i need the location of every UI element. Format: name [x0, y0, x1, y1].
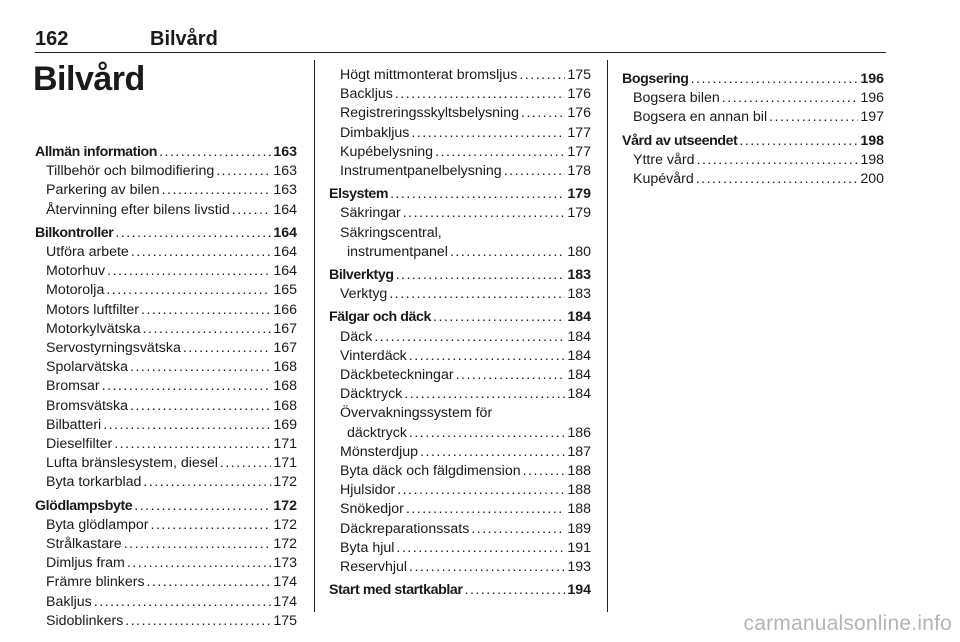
page-ref: 184 [567, 386, 591, 403]
toc-entry-title: Registreringsskyltsbelysning [340, 105, 519, 122]
toc-section-title: Fälgar och däck [329, 309, 432, 326]
toc-entry-title: Motorkylvätska [46, 320, 141, 337]
toc-entry-title: Byta glödlampor [46, 516, 149, 533]
page-ref: 168 [273, 397, 297, 414]
toc-section[interactable] [622, 132, 884, 151]
toc-entry[interactable] [329, 481, 591, 500]
toc-entry-title: Utföra arbete [46, 244, 129, 261]
toc-entry[interactable] [35, 243, 297, 262]
dot-leader [127, 554, 272, 573]
page-ref: 173 [273, 555, 297, 572]
toc-entry-title: Motors luftfilter [46, 301, 140, 318]
toc-entry[interactable] [329, 243, 591, 262]
page-ref: 188 [567, 463, 591, 480]
page-title: Bilvård [33, 60, 145, 98]
toc-entry-title: Säkringar [340, 205, 401, 222]
dot-leader [220, 454, 271, 473]
page-ref: 179 [567, 205, 591, 222]
toc-entry[interactable] [35, 416, 297, 435]
toc-entry[interactable] [35, 339, 297, 358]
dot-leader [420, 443, 565, 462]
page-ref: 172 [273, 497, 297, 514]
page-ref: 175 [567, 67, 591, 83]
toc-entry-title: Backljus [340, 86, 393, 103]
page-ref: 164 [273, 244, 297, 261]
page-ref: 180 [567, 243, 591, 260]
page-ref: 184 [567, 328, 591, 345]
dot-leader [456, 366, 566, 385]
page-ref: 183 [567, 267, 591, 284]
dot-leader [696, 170, 859, 189]
toc-section-title: Bilkontroller [35, 224, 114, 241]
dot-leader [396, 539, 565, 558]
toc-entry[interactable] [329, 66, 591, 85]
toc-entry[interactable] [329, 424, 591, 443]
toc-entry[interactable] [329, 224, 591, 243]
toc-entry-title: Övervakningssystem för [340, 405, 493, 422]
toc-entry[interactable] [35, 262, 297, 281]
header-title: Bilvård [150, 28, 218, 50]
page-ref: 183 [567, 286, 591, 303]
page-ref: 163 [273, 163, 297, 180]
toc-section[interactable] [622, 70, 884, 89]
toc-section[interactable] [35, 143, 297, 162]
dot-leader [409, 424, 565, 443]
toc-section-title: Allmän information [35, 144, 158, 160]
toc-entry-title: Verktyg [340, 286, 388, 303]
dot-leader [143, 473, 271, 492]
toc-section[interactable] [329, 185, 591, 204]
page-ref: 188 [567, 482, 591, 499]
dot-leader [125, 612, 271, 631]
page-ref: 166 [273, 301, 297, 318]
toc-entry-title: Bilbatteri [46, 416, 102, 433]
toc-entry[interactable] [329, 124, 591, 143]
toc-entry[interactable] [35, 473, 297, 492]
toc-entry[interactable] [35, 320, 297, 339]
dot-leader [471, 520, 565, 539]
page-ref: 184 [567, 367, 591, 384]
toc-entry[interactable] [35, 181, 297, 200]
toc-entry[interactable] [35, 535, 297, 554]
dot-leader [722, 89, 859, 108]
page-ref: 184 [567, 347, 591, 364]
dot-leader [769, 108, 858, 127]
dot-leader [124, 535, 272, 554]
toc-column-1 [35, 143, 297, 631]
toc-entry-title: Bogsera en annan bil [633, 109, 768, 126]
toc-entry-title: Parkering av bilen [46, 182, 160, 199]
toc-entry-title: Främre blinkers [46, 574, 145, 591]
dot-leader [390, 185, 565, 204]
toc-entry[interactable] [35, 516, 297, 535]
toc-entry-title: Sidoblinkers [46, 612, 124, 629]
toc-section-title: Bilverktyg [329, 267, 394, 284]
page-ref: 193 [567, 559, 591, 576]
toc-entry[interactable] [622, 170, 884, 189]
dot-leader [232, 201, 272, 220]
dot-leader [374, 328, 565, 347]
dot-leader [141, 301, 271, 320]
page-ref: 167 [273, 340, 297, 357]
toc-entry-title: Vinterdäck [340, 347, 407, 364]
toc-entry[interactable] [35, 281, 297, 300]
dot-leader [691, 70, 859, 89]
toc-entry[interactable] [329, 204, 591, 223]
toc-entry-title: Bogsera bilen [633, 90, 720, 107]
page-ref: 177 [567, 124, 591, 141]
page-header [35, 28, 886, 53]
watermark-logo: carmanualsonline.info [743, 612, 952, 635]
dot-leader [504, 162, 566, 181]
toc-entry-title: Reservhjul [340, 559, 408, 576]
dot-leader [147, 573, 272, 592]
toc-section[interactable] [329, 308, 591, 327]
dot-leader [106, 281, 271, 300]
toc-section[interactable] [329, 266, 591, 285]
page-ref: 176 [567, 105, 591, 122]
toc-entry[interactable] [329, 520, 591, 539]
toc-entry[interactable] [329, 539, 591, 558]
toc-entry[interactable] [329, 85, 591, 104]
dot-leader [389, 285, 565, 304]
toc-entry[interactable] [35, 162, 297, 181]
page-ref: 177 [567, 143, 591, 160]
page-ref: 196 [860, 90, 884, 107]
toc-section-title: Vård av utseendet [622, 132, 738, 149]
dot-leader [130, 397, 271, 416]
dot-leader [102, 377, 272, 396]
toc-entry[interactable] [329, 104, 591, 123]
dot-leader [159, 143, 271, 162]
toc-entry-title: Bromsar [46, 378, 100, 395]
page-ref: 167 [273, 320, 297, 337]
page-ref: 186 [567, 424, 591, 441]
page-ref: 179 [567, 186, 591, 203]
toc-entry-title: Dieselfilter [46, 436, 113, 453]
toc-entry-title: Yttre vård [633, 151, 695, 168]
toc-entry[interactable] [329, 285, 591, 304]
page-ref: 188 [567, 501, 591, 518]
toc-entry-title: Säkringscentral, [340, 224, 442, 241]
dot-leader [143, 320, 272, 339]
toc-entry-title: Motorhuv [46, 263, 106, 280]
page-ref: 194 [567, 582, 591, 599]
toc-entry-title: Hjulsidor [340, 482, 396, 499]
toc-entry-title: Däck [340, 328, 373, 345]
toc-entry-title: Mönsterdjup [340, 443, 419, 460]
page-ref: 164 [273, 201, 297, 218]
dot-leader [216, 162, 271, 181]
toc-column-2 [329, 66, 591, 600]
toc-entry[interactable] [35, 358, 297, 377]
toc-entry[interactable] [329, 143, 591, 162]
dot-leader [103, 416, 271, 435]
toc-entry[interactable] [35, 612, 297, 631]
toc-entry-title: Byta hjul [340, 539, 395, 556]
page-ref: 164 [273, 263, 297, 280]
toc-entry[interactable] [329, 328, 591, 347]
toc-entry[interactable] [35, 593, 297, 612]
toc-entry[interactable] [35, 454, 297, 473]
toc-section[interactable] [35, 224, 297, 243]
dot-leader [465, 581, 566, 600]
toc-entry-title: Däckreparationssats [340, 520, 470, 537]
toc-entry[interactable] [35, 397, 297, 416]
page-ref: 171 [273, 455, 297, 472]
dot-leader [403, 204, 566, 223]
toc-entry-title: Strålkastare [46, 536, 122, 553]
dot-leader [406, 500, 565, 519]
dot-leader [409, 347, 566, 366]
page-ref: 189 [567, 520, 591, 537]
dot-leader [397, 481, 565, 500]
page-ref: 163 [273, 144, 297, 160]
toc-entry[interactable] [329, 462, 591, 481]
toc-entry-title: däcktryck [347, 424, 407, 441]
dot-leader [134, 497, 271, 516]
page-ref: 196 [860, 71, 884, 87]
page-ref: 169 [273, 416, 297, 433]
page-ref: 175 [273, 612, 297, 629]
page-ref: 163 [273, 182, 297, 199]
toc-entry[interactable] [35, 435, 297, 454]
page-ref: 164 [273, 224, 297, 241]
toc-entry-title: Bromsvätska [46, 397, 128, 414]
page-ref: 198 [860, 132, 884, 149]
page-ref: 187 [567, 443, 591, 460]
column-divider [607, 60, 608, 612]
dot-leader [114, 435, 271, 454]
toc-entry-title: Byta däck och fälgdimension [340, 463, 521, 480]
toc-entry-title: Däckbeteckningar [340, 367, 454, 384]
page-ref: 168 [273, 378, 297, 395]
toc-entry-title: Tillbehör och bilmodifiering [46, 163, 215, 180]
page-ref: 176 [567, 86, 591, 103]
dot-leader [411, 124, 565, 143]
toc-entry-title: Motorolja [46, 282, 105, 299]
toc-entry[interactable] [35, 573, 297, 592]
page-ref: 172 [273, 536, 297, 553]
dot-leader [162, 181, 272, 200]
toc-entry[interactable] [35, 201, 297, 220]
toc-column-3 [622, 70, 884, 189]
column-divider [314, 60, 315, 612]
dot-leader [450, 243, 565, 262]
dot-leader [115, 224, 271, 243]
dot-leader [519, 66, 565, 85]
toc-section-title: Bogsering [622, 71, 689, 87]
toc-entry-title: Dimbakljus [340, 124, 410, 141]
toc-entry[interactable] [622, 108, 884, 127]
page-ref: 178 [567, 163, 591, 180]
page-number: 162 [35, 28, 69, 50]
toc-entry-title: Instrumentpanelbelysning [340, 163, 502, 180]
page-ref: 174 [273, 574, 297, 591]
toc-entry[interactable] [329, 347, 591, 366]
dot-leader [433, 308, 565, 327]
dot-leader [130, 358, 271, 377]
toc-entry[interactable] [329, 500, 591, 519]
toc-entry-title: Bakljus [46, 593, 92, 610]
dot-leader [396, 266, 566, 285]
dot-leader [395, 85, 565, 104]
toc-entry[interactable] [35, 377, 297, 396]
dot-leader [131, 243, 272, 262]
page-ref: 197 [860, 109, 884, 126]
toc-entry[interactable] [329, 404, 591, 423]
dot-leader [435, 143, 565, 162]
toc-entry-title: Högt mittmonterat bromsljus [340, 67, 518, 83]
page-ref: 168 [273, 359, 297, 376]
toc-entry-title: Servostyrningsvätska [46, 340, 181, 357]
toc-entry-title: Återvinning efter bilens livstid [46, 201, 230, 218]
toc-entry[interactable] [329, 162, 591, 181]
dot-leader [409, 558, 565, 577]
dot-leader [523, 462, 566, 481]
toc-entry-title: Spolarvätska [46, 359, 129, 376]
dot-leader [697, 151, 859, 170]
page-ref: 172 [273, 474, 297, 491]
toc-entry-title: Kupébelysning [340, 143, 434, 160]
toc-section-title: Start med startkablar [329, 582, 463, 599]
toc-entry[interactable] [622, 89, 884, 108]
toc-entry[interactable] [329, 443, 591, 462]
toc-entry[interactable] [329, 558, 591, 577]
toc-section[interactable] [35, 497, 297, 516]
toc-section-title: Elsystem [329, 186, 389, 203]
toc-entry-title: Dimljus fram [46, 555, 125, 572]
toc-entry-title: instrumentpanel [347, 243, 448, 260]
page-ref: 198 [860, 151, 884, 168]
toc-entry[interactable] [329, 385, 591, 404]
toc-entry[interactable] [622, 151, 884, 170]
toc-entry-title: Däcktryck [340, 386, 403, 403]
dot-leader [739, 132, 858, 151]
toc-entry-title: Snökedjor [340, 501, 404, 518]
dot-leader [404, 385, 565, 404]
dot-leader [94, 593, 272, 612]
dot-leader [183, 339, 271, 358]
dot-leader [521, 104, 565, 123]
page-ref: 165 [273, 282, 297, 299]
page-ref: 174 [273, 593, 297, 610]
dot-leader [107, 262, 271, 281]
page-ref: 200 [860, 171, 884, 188]
dot-leader [151, 516, 272, 535]
page-ref: 191 [567, 539, 591, 556]
toc-entry-title: Byta torkarblad [46, 474, 142, 491]
toc-entry[interactable] [35, 301, 297, 320]
toc-entry[interactable] [329, 366, 591, 385]
page-ref: 172 [273, 516, 297, 533]
toc-section[interactable] [329, 581, 591, 600]
page-ref: 171 [273, 436, 297, 453]
toc-entry-title: Lufta bränslesystem, diesel [46, 455, 218, 472]
toc-section-title: Glödlampsbyte [35, 497, 133, 514]
page-ref: 184 [567, 309, 591, 326]
toc-entry[interactable] [35, 554, 297, 573]
toc-entry-title: Kupévård [633, 171, 694, 188]
